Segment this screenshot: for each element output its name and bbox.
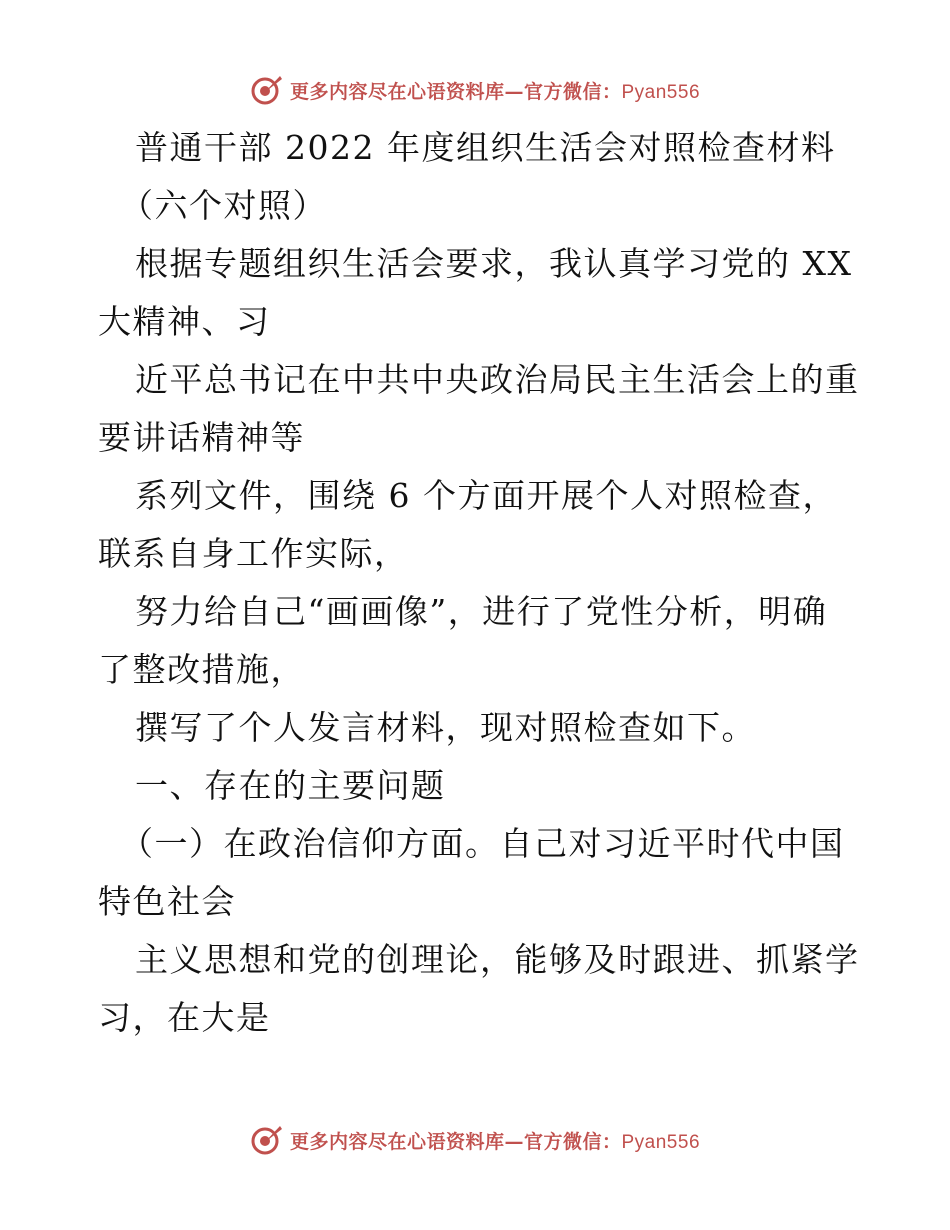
quill-logo-icon xyxy=(250,73,284,107)
paragraph-line: 特色社会 xyxy=(98,882,236,921)
footer-banner-label: 更多内容尽在心语资料库—官方微信： xyxy=(289,1130,622,1153)
paragraph-line: 大精神、习 xyxy=(98,302,271,341)
section-heading: 一、存在的主要问题 xyxy=(135,766,446,805)
paragraph-line: 根据专题组织生活会要求，我认真学习党的 XX xyxy=(135,244,853,283)
footer-wechat-id: Pyan556 xyxy=(621,1131,701,1153)
paragraph-line: （一）在政治信仰方面。自己对习近平时代中国 xyxy=(120,824,845,863)
footer-banner xyxy=(0,1120,950,1160)
paragraph-line: 习，在大是 xyxy=(98,998,271,1037)
document-subtitle: （六个对照） xyxy=(120,186,327,225)
paragraph-line: 主义思想和党的创理论，能够及时跟进、抓紧学 xyxy=(135,940,860,979)
header-wechat-id: Pyan556 xyxy=(621,81,701,103)
paragraph-line: 联系自身工作实际， xyxy=(98,534,409,573)
header-banner xyxy=(0,70,950,110)
header-banner-label: 更多内容尽在心语资料库—官方微信： xyxy=(289,80,622,103)
paragraph-line: 撰写了个人发言材料，现对照检查如下。 xyxy=(135,708,756,747)
paragraph-line: 系列文件，围绕 6 个方面开展个人对照检查， xyxy=(135,476,837,515)
quill-logo-icon xyxy=(250,1123,284,1157)
paragraph-line: 了整改措施， xyxy=(98,650,305,689)
footer-banner-text xyxy=(290,1127,700,1154)
header-banner-text xyxy=(290,77,700,104)
paragraph-line: 要讲话精神等 xyxy=(98,418,305,457)
paragraph-line: 近平总书记在中共中央政治局民主生活会上的重 xyxy=(135,360,860,399)
paragraph-line: 努力给自己“画画像”，进行了党性分析，明确 xyxy=(135,592,828,631)
document-title: 普通干部 2022 年度组织生活会对照检查材料 xyxy=(135,128,836,167)
